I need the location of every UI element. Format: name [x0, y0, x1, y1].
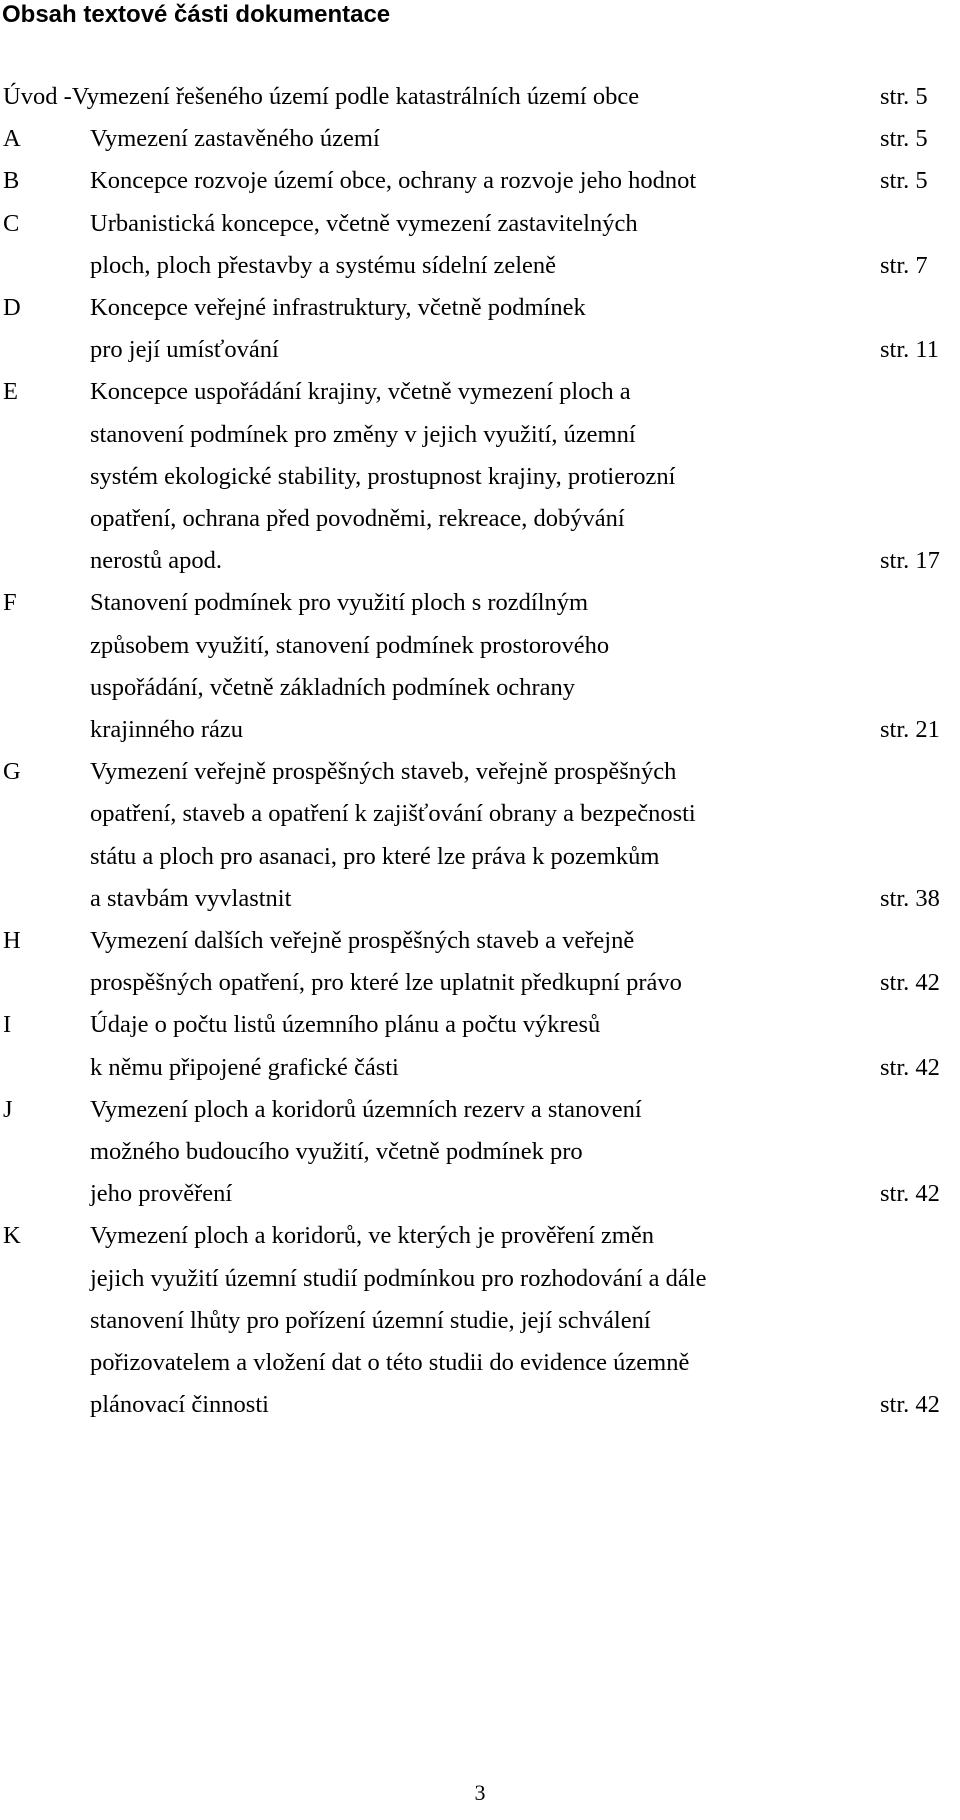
toc-entry-text: a stavbám vyvlastnit — [90, 884, 292, 912]
toc-entry-text: prospěšných opatření, pro které lze uplatnit předkupní právo — [90, 969, 682, 997]
toc-entry-text: stanovení podmínek pro změny v jejich využití, územní — [90, 420, 636, 448]
toc-entry-letter: H — [3, 927, 21, 954]
toc-entry-text: Urbanistická koncepce, včetně vymezení zastavitelných — [90, 209, 638, 237]
toc-page-ref: str. 21 — [880, 716, 940, 743]
toc-entry-letter: C — [3, 209, 20, 237]
toc-page-ref: str. 11 — [880, 336, 939, 364]
page-title: Obsah textové části dokumentace — [2, 1, 391, 28]
toc-page-ref: str. 42 — [880, 1391, 940, 1419]
toc-entry-text: způsobem využití, stanovení podmínek prostorového — [90, 631, 610, 659]
toc-page-ref: str. 42 — [880, 1053, 940, 1081]
toc-entry-text: Vymezení ploch a koridorů územních rezerv a stanovení — [90, 1095, 642, 1123]
toc-page-ref: str. 42 — [880, 1180, 940, 1208]
toc-entry-letter: B — [3, 167, 20, 195]
toc-entry-text: jejich využití územní studií podmínkou pro rozhodování a dále — [90, 1264, 707, 1292]
toc-entry-letter: F — [3, 589, 17, 617]
toc-entry-letter: J — [3, 1095, 13, 1123]
toc-entry-text: Koncepce veřejné infrastruktury, včetně podmínek — [90, 294, 586, 321]
toc-page-ref: str. 5 — [880, 83, 928, 110]
toc-entry-text: stanovení lhůty pro pořízení územní studie, její schválení — [90, 1306, 651, 1334]
toc-entry-letter: G — [3, 758, 21, 786]
toc-entry-text: krajinného rázu — [90, 716, 244, 743]
toc-entry-text: Vymezení veřejně prospěšných staveb, veřejně prospěšných — [90, 758, 677, 786]
toc-entry-text: Údaje o počtu listů územního plánu a počtu výkresů — [90, 1011, 601, 1039]
page-number: 3 — [474, 1780, 486, 1805]
toc-entry-text: opatření, ochrana před povodněmi, rekreace, dobývání — [90, 505, 625, 532]
toc-entry-text: plánovací činnosti — [90, 1391, 269, 1419]
toc-entry-text: státu a ploch pro asanaci, pro které lze práva k pozemkům — [90, 842, 660, 870]
toc-entry-text: pro její umísťování — [90, 336, 279, 364]
toc-entry-text: k němu připojené grafické části — [90, 1053, 399, 1081]
toc-entry-text: systém ekologické stability, prostupnost krajiny, protierozní — [90, 462, 676, 490]
toc-page-ref: str. 5 — [880, 125, 928, 153]
toc-entry-continuation-row — [0, 1380, 960, 1429]
toc-entry-text: Vymezení zastavěného území — [90, 125, 380, 153]
toc-entry-letter: A — [3, 125, 21, 153]
toc-entry-text: Koncepce uspořádání krajiny, včetně vymezení ploch a — [90, 378, 631, 406]
toc-page-ref: str. 7 — [880, 251, 928, 279]
toc-entry-letter: K — [3, 1222, 21, 1250]
toc-entry-text: pořizovatelem a vložení dat o této studii do evidence územně — [90, 1349, 690, 1376]
toc-entry-text: opatření, staveb a opatření k zajišťování obrany a bezpečnosti — [90, 800, 696, 828]
toc-entry-text: jeho prověření — [90, 1180, 233, 1208]
toc-page-ref: str. 42 — [880, 969, 940, 997]
toc-entry-letter: E — [3, 378, 18, 406]
toc-entry-text: Vymezení ploch a koridorů, ve kterých je prověření změn — [90, 1222, 654, 1250]
toc-entry-text: nerostů apod. — [90, 547, 222, 575]
toc-entry-letter: I — [3, 1011, 12, 1039]
toc-entry-text: možného budoucího využití, včetně podmínek pro — [90, 1138, 583, 1165]
toc-entry-text: Koncepce rozvoje území obce, ochrany a rozvoje jeho hodnot — [90, 167, 697, 195]
toc-page-ref: str. 38 — [880, 884, 940, 912]
toc-intro-text: Úvod -Vymezení řešeného území podle katastrálních území obce — [3, 83, 640, 110]
toc-page-ref: str. 17 — [880, 547, 940, 575]
toc-page-ref: str. 5 — [880, 167, 928, 195]
toc-entry-text: Stanovení podmínek pro využití ploch s rozdílným — [90, 589, 589, 617]
toc-entry-letter: D — [3, 294, 21, 321]
toc-entry-text: ploch, ploch přestavby a systému sídelní zeleně — [90, 251, 557, 279]
toc-entry-text: Vymezení dalších veřejně prospěšných staveb a veřejně — [90, 927, 635, 954]
toc-entry-text: uspořádání, včetně základních podmínek ochrany — [90, 673, 576, 701]
